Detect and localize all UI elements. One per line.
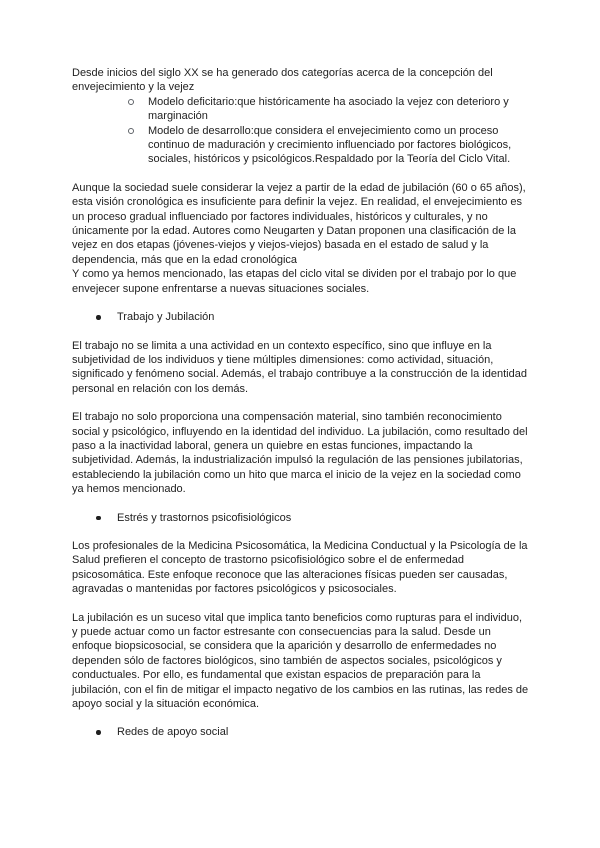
list-item-text: Modelo deficitario:que históricamente ha asociado la vejez con deterioro y marginación bbox=[148, 95, 509, 123]
paragraph-trabajo-2: El trabajo no solo proporciona una compensación material, sino también reconocimiento social y psicológico, influyendo en la identidad del individuo. La jubilación, como resultado del paso a la inactividad laboral, genera un quiebre en estas funciones, impactando la subjetividad. Además, la industrialización impulsó la regulación de las pensiones jubilatorias, estableciendo la jubilación como un hito que marca el inicio de la vejez en la sociedad como ya hemos mencionado. bbox=[72, 411, 528, 496]
aging-block bbox=[72, 181, 530, 296]
filled-bullet-icon bbox=[72, 725, 117, 739]
section-heading-redes-apoyo-social bbox=[72, 725, 530, 739]
intro-block bbox=[72, 66, 530, 167]
list-item-modelo-desarrollo bbox=[72, 124, 530, 167]
list-item-text: Modelo de desarrollo:que considera el envejecimiento como un proceso continuo de maduración y crecimiento influenciado por factores biológicos, sociales, históricos y psicológicos.Respaldado por la Teoría del Ciclo Vital. bbox=[148, 124, 512, 166]
hollow-bullet-icon bbox=[72, 124, 148, 167]
section-heading-text: Estrés y trastornos psicofisiológicos bbox=[117, 511, 292, 524]
document-content bbox=[72, 66, 530, 754]
paragraph-estres-1: Los profesionales de la Medicina Psicosomática, la Medicina Conductual y la Psicología de la Salud prefieren el concepto de trastorno psicofisiológico sobre el de enfermedad psicosomática. Este enfoque reconoce que las alteraciones físicas pueden ser causadas, agravadas o mantenidas por factores psicológicos y psicosociales. bbox=[72, 539, 528, 596]
aging-paragraph-continuation: Y como ya hemos mencionado, las etapas del ciclo vital se dividen por el trabajo por lo que envejecer supone enfrentarse a nuevas situaciones sociales. bbox=[72, 268, 517, 295]
paragraph-estres-2: La jubilación es un suceso vital que implica tanto beneficios como rupturas para el individuo, y puede actuar como un factor estresante con consecuencias para la salud. Desde un enfoque biopsicosocial, se considera que la aparición y desarrollo de enfermedades no dependen sólo de factores biológicos, sino también de aspectos sociales, psicológicos y conductuales. Por ello, es fundamental que existan espacios de preparación para la jubilación, con el fin de mitigar el impacto negativo de los cambios en las rutinas, las redes de apoyo social y la situación económica. bbox=[72, 611, 529, 711]
intro-paragraph: Desde inicios del siglo XX se ha generado dos categorías acerca de la concepción del envejecimiento y la vejez bbox=[72, 67, 493, 94]
section-heading-text: Redes de apoyo social bbox=[117, 726, 229, 739]
list-item-modelo-deficitario bbox=[72, 95, 530, 124]
section-heading-trabajo-y-jubilacion bbox=[72, 310, 530, 324]
hollow-bullet-icon bbox=[72, 95, 148, 124]
filled-bullet-icon bbox=[72, 310, 117, 324]
section-heading-estres bbox=[72, 511, 530, 525]
section-heading-text: Trabajo y Jubilación bbox=[117, 311, 215, 324]
filled-bullet-icon bbox=[72, 511, 117, 525]
aging-paragraph: Aunque la sociedad suele considerar la vejez a partir de la edad de jubilación (60 o 65 años), esta visión cronológica es insuficiente para definir la vejez. En realidad, el envejecimiento es un proceso gradual influenciado por factores individuales, históricos y culturales, y no únicamente por la edad. Autores como Neugarten y Datan proponen una clasificación de la vejez en dos etapas (jóvenes-viejos y viejos-viejos) basada en el estado de salud y la dependencia, más que en la edad cronológica bbox=[72, 181, 526, 266]
paragraph-trabajo-1: El trabajo no se limita a una actividad en un contexto específico, sino que influye en la subjetividad de los individuos y tiene múltiples dimensiones: como actividad, situación, significado y fenómeno social. Además, el trabajo contribuye a la construcción de la identidad personal en relación con los demás. bbox=[72, 339, 527, 395]
